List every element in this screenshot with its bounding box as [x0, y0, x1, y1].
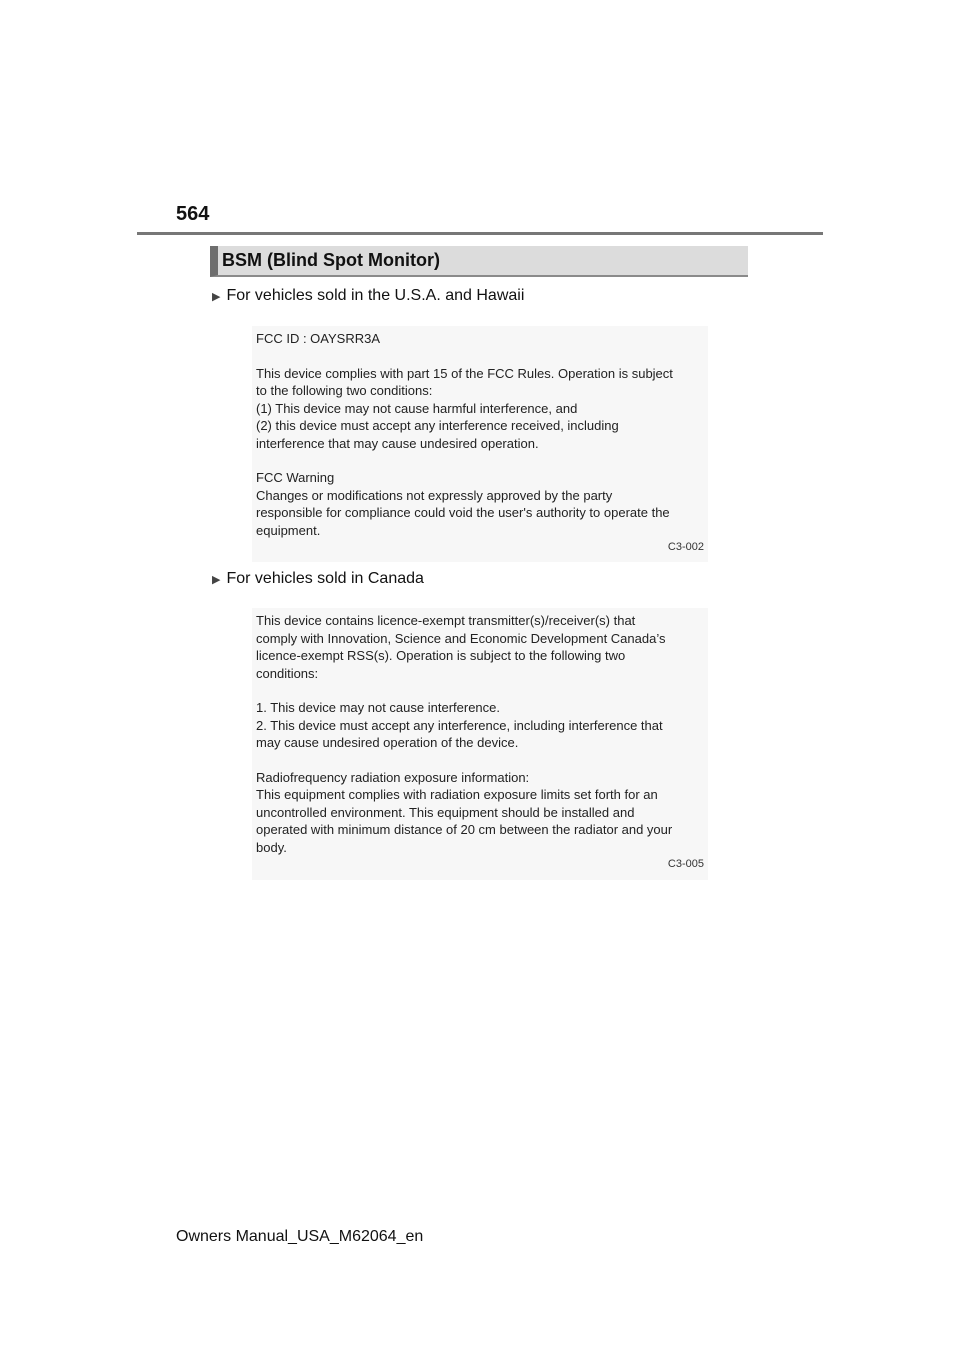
- label-line: Radiofrequency radiation exposure information:: [256, 769, 530, 785]
- canada-heading-text: For vehicles sold in Canada: [226, 570, 424, 587]
- label-line: uncontrolled environment. This equipment should be installed and: [256, 804, 635, 820]
- label-line: licence-exempt RSS(s). Operation is subject to the following two: [256, 648, 626, 663]
- image-code: C3-005: [667, 858, 704, 870]
- label-line: This device complies with part 15 of the FCC Rules. Operation is subject: [256, 365, 673, 381]
- label-line: conditions:: [256, 665, 319, 681]
- usa-heading: [212, 287, 524, 305]
- triangle-bullet-icon: ▶: [212, 574, 221, 586]
- label-line: FCC Warning: [256, 470, 335, 485]
- label-line: Changes or modifications not expressly approved by the party: [256, 487, 613, 503]
- triangle-bullet-icon: ▶: [212, 291, 221, 303]
- label-line: may cause undesired operation of the device.: [256, 735, 519, 750]
- label-line: [256, 752, 704, 769]
- label-line: [256, 452, 704, 469]
- label-line: (1) This device may not cause harmful interference, and: [256, 400, 578, 416]
- ised-label-image: [252, 608, 708, 880]
- label-line: 1. This device may not cause interference.: [256, 700, 500, 715]
- canada-heading: [212, 570, 424, 588]
- label-line: body.: [256, 839, 287, 855]
- label-line: [256, 348, 704, 365]
- label-line: (2) this device must accept any interference received, including: [256, 418, 619, 433]
- image-code: C3-002: [667, 541, 704, 553]
- label-line: This device contains licence-exempt transmitter(s)/receiver(s) that: [256, 613, 636, 628]
- footer-text: Owners Manual_USA_M62064_en: [176, 1228, 424, 1245]
- label-line: to the following two conditions:: [256, 383, 433, 398]
- label-line: FCC ID : OAYSRR3A: [256, 331, 381, 346]
- label-line: 2. This device must accept any interference, including interference that: [256, 717, 663, 733]
- label-line: This equipment complies with radiation exposure limits set forth for an: [256, 787, 658, 802]
- page-number: 564: [176, 203, 210, 225]
- label-line: comply with Innovation, Science and Economic Development Canada’s: [256, 630, 666, 646]
- fcc-label-image: [252, 326, 708, 562]
- header-rule: [137, 232, 823, 235]
- label-line: [256, 682, 704, 699]
- label-line: equipment.: [256, 522, 321, 538]
- label-line: responsible for compliance could void the user's authority to operate the: [256, 505, 670, 520]
- label-line: operated with minimum distance of 20 cm between the radiator and your: [256, 822, 673, 837]
- usa-heading-text: For vehicles sold in the U.S.A. and Hawaii: [226, 287, 525, 304]
- label-line: interference that may cause undesired operation.: [256, 435, 539, 451]
- section-title: BSM (Blind Spot Monitor): [210, 246, 748, 277]
